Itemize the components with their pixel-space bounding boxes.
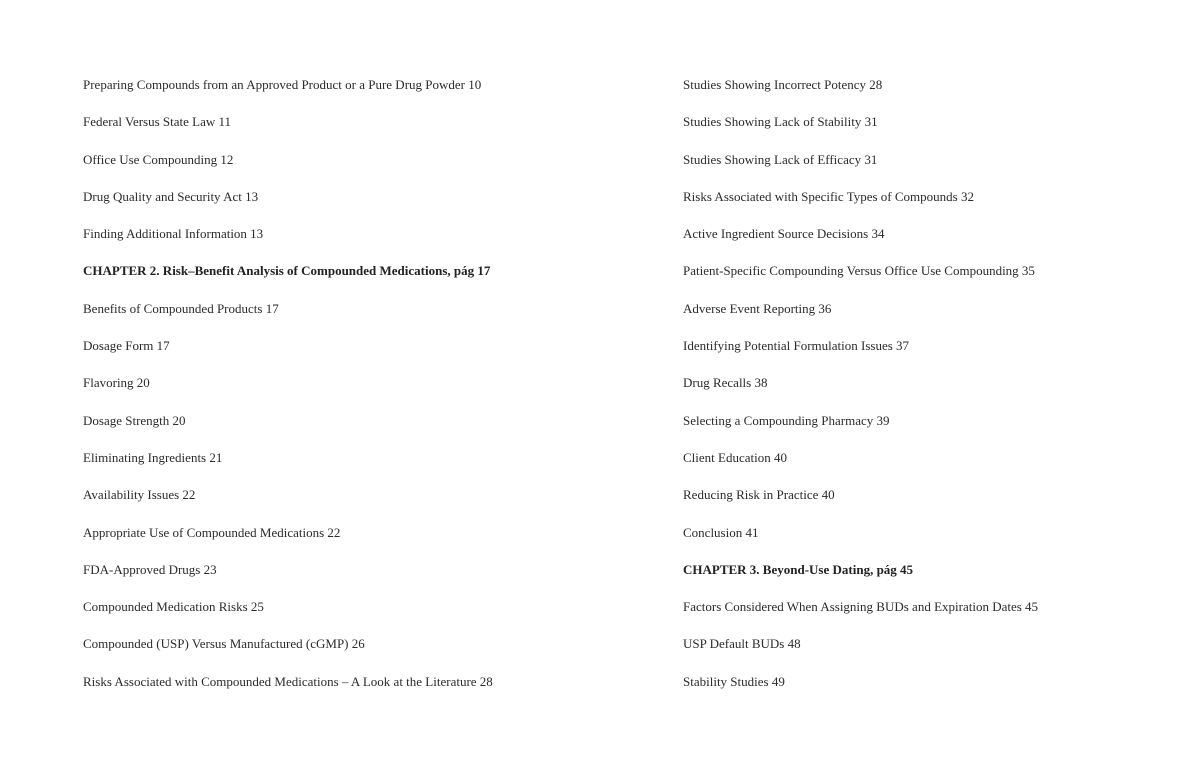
toc-entry: Studies Showing Lack of Stability 31	[683, 114, 878, 130]
toc-entry: Selecting a Compounding Pharmacy 39	[683, 412, 890, 428]
toc-entry: Benefits of Compounded Products 17	[83, 300, 279, 316]
toc-entry: Eliminating Ingredients 21	[83, 449, 223, 465]
toc-entry: FDA-Approved Drugs 23	[83, 561, 217, 577]
toc-entry: Stability Studies 49	[683, 673, 785, 689]
toc-entry: Finding Additional Information 13	[83, 226, 264, 242]
toc-entry: Availability Issues 22	[83, 487, 196, 503]
toc-entry: Patient-Specific Compounding Versus Office Use Compounding 35	[683, 263, 1035, 279]
toc-entry: Compounded Medication Risks 25	[83, 599, 264, 615]
toc-entry: Reducing Risk in Practice 40	[683, 487, 835, 503]
toc-entry: Preparing Compounds from an Approved Product or a Pure Drug Powder 10	[83, 77, 482, 92]
toc-entry: Dosage Strength 20	[83, 412, 186, 428]
toc-entry: Identifying Potential Formulation Issues 37	[683, 338, 910, 354]
toc-entry: Compounded (USP) Versus Manufactured (cGMP) 26	[83, 636, 365, 652]
toc-entry: Adverse Event Reporting 36	[683, 300, 832, 316]
toc-entry: Office Use Compounding 12	[83, 151, 234, 167]
toc-entry: Federal Versus State Law 11	[83, 114, 232, 130]
toc-entry: Dosage Form 17	[83, 338, 170, 354]
toc-chapter-heading: CHAPTER 2. Risk–Benefit Analysis of Compounded Medications, pág 17	[83, 263, 491, 279]
toc-entry: Risks Associated with Specific Types of Compounds 32	[683, 188, 974, 204]
toc-entry: Drug Recalls 38	[683, 375, 768, 391]
toc-entry: Studies Showing Lack of Efficacy 31	[683, 151, 878, 167]
toc-entry: Conclusion 41	[683, 524, 759, 540]
toc-entry: Drug Quality and Security Act 13	[83, 188, 259, 204]
toc-left-column	[83, 75, 643, 709]
toc-entry: Appropriate Use of Compounded Medications 22	[83, 524, 341, 540]
toc-entry: Risks Associated with Compounded Medications – A Look at the Literature 28	[83, 673, 493, 689]
toc-chapter-heading: CHAPTER 3. Beyond-Use Dating, pág 45	[683, 561, 914, 577]
toc-right-column	[683, 75, 1183, 709]
toc-entry: Factors Considered When Assigning BUDs and Expiration Dates 45	[683, 599, 1039, 615]
toc-entry: Active Ingredient Source Decisions 34	[683, 226, 885, 242]
toc-entry: Flavoring 20	[83, 375, 150, 391]
toc-entry: USP Default BUDs 48	[683, 636, 801, 652]
toc-entry: Studies Showing Incorrect Potency 28	[683, 77, 883, 92]
toc-entry: Client Education 40	[683, 449, 787, 465]
